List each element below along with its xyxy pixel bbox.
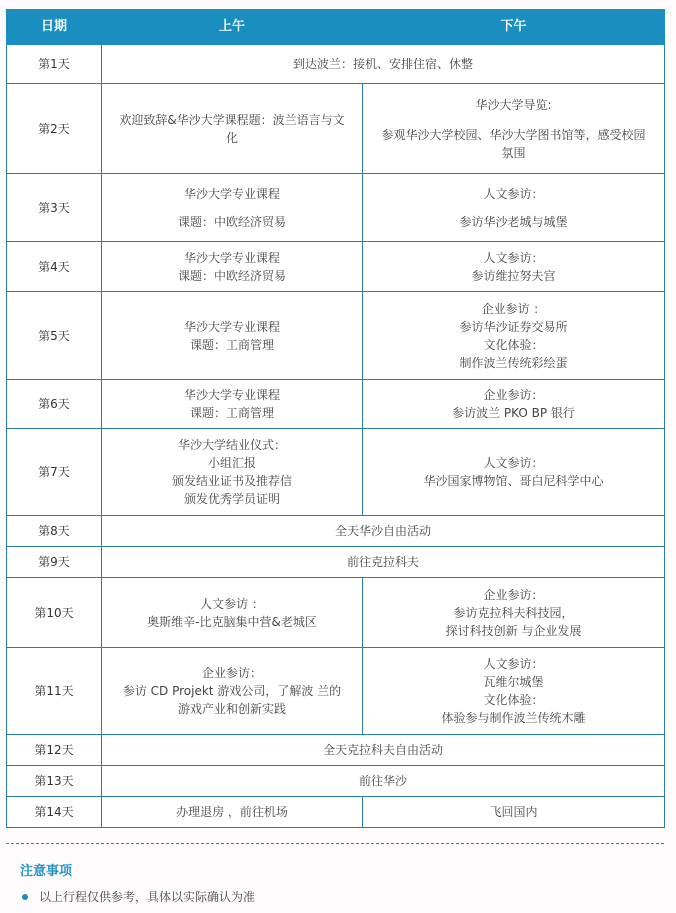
am-activity — [102, 380, 363, 429]
day-label: 第14天 — [7, 797, 102, 828]
day-full-activity: 全天华沙自由活动 — [102, 516, 665, 547]
am-line: 华沙大学专业课程 — [183, 186, 280, 201]
day-full-activity: 全天克拉科夫自由活动 — [102, 735, 665, 766]
pm-line: 探讨科技创新 与企业发展 — [445, 623, 582, 638]
pm-line: 氛围 — [501, 145, 526, 160]
am-activity — [102, 648, 363, 735]
am-line: 华沙大学专业课程 — [183, 319, 280, 334]
pm-line: 参观华沙大学校园、华沙大学图书馆等，感受校园 — [381, 127, 646, 142]
pm-line: 企业参访： — [483, 587, 544, 602]
header-date: 日期 — [7, 10, 102, 45]
am-line: 课题：中欧经济贸易 — [177, 268, 286, 283]
pm-activity — [363, 242, 665, 292]
day-full-activity: 到达波兰：接机、安排住宿、休整 — [102, 45, 665, 84]
note-text: 以上行程仅供参考，具体以实际确认为准 — [39, 890, 256, 904]
day-label: 第8天 — [7, 516, 102, 547]
am-activity — [102, 84, 363, 174]
pm-line: 制作波兰传统彩绘蛋 — [459, 355, 568, 370]
table-row — [7, 735, 665, 766]
am-line: 化 — [225, 130, 238, 145]
pm-line: 企业参访 ： — [481, 301, 546, 316]
pm-line: 人文参访： — [483, 657, 544, 671]
table-row — [7, 242, 665, 292]
pm-line: 参访维拉努夫宫 — [471, 268, 556, 283]
table-row — [7, 292, 665, 380]
pm-line: 瓦维尔城堡 — [483, 675, 544, 689]
day-label: 第13天 — [7, 766, 102, 797]
table-row — [7, 45, 665, 84]
table-row — [7, 84, 665, 174]
notes-title: 注意事项 — [20, 864, 73, 879]
table-row — [7, 578, 665, 648]
am-line: 欢迎致辞&华沙大学课程题：波兰语言与文 — [119, 112, 345, 127]
day-label: 第9天 — [7, 547, 102, 578]
table-row — [7, 648, 665, 735]
am-line: 课题：中欧经济贸易 — [177, 214, 286, 229]
am-line: 人文参访 ： — [200, 596, 264, 611]
pm-line: 参访华沙证券交易所 — [459, 319, 568, 334]
am-line: 课题：工商管理 — [189, 406, 274, 420]
am-activity — [102, 797, 363, 828]
table-header-row — [7, 10, 665, 45]
section-divider — [6, 843, 664, 844]
am-line: 颁发优秀学员证明 — [183, 492, 280, 506]
pm-line: 华沙大学导览: — [475, 97, 552, 112]
am-line: 企业参访： — [201, 666, 262, 680]
am-line: 办理退房 ，前往机场 — [176, 805, 288, 819]
am-activity — [102, 429, 363, 516]
pm-activity — [363, 84, 665, 174]
table-row — [7, 797, 665, 828]
table-row — [7, 380, 665, 429]
header-pm: 下午 — [363, 10, 665, 45]
am-line: 华沙大学专业课程 — [183, 388, 280, 402]
day-label: 第7天 — [7, 429, 102, 516]
am-activity — [102, 242, 363, 292]
day-label: 第10天 — [7, 578, 102, 648]
pm-activity — [363, 174, 665, 242]
day-label: 第12天 — [7, 735, 102, 766]
day-full-activity: 前往华沙 — [102, 766, 665, 797]
day-label: 第5天 — [7, 292, 102, 380]
am-activity — [102, 292, 363, 380]
day-label: 第2天 — [7, 84, 102, 174]
note-item — [20, 888, 255, 905]
day-label: 第11天 — [7, 648, 102, 735]
pm-line: 参访华沙老城与城堡 — [459, 214, 568, 229]
pm-activity — [363, 648, 665, 735]
am-line: 华沙大学专业课程 — [183, 250, 280, 265]
pm-line: 人文参访： — [483, 250, 544, 265]
am-line: 奥斯维辛-比克脑集中营&老城区 — [147, 614, 317, 629]
am-line: 参访 CD Projekt 游戏公司，了解波 兰的 — [122, 684, 342, 698]
pm-line: 参访波兰 PKO BP 银行 — [452, 406, 575, 420]
am-line: 游戏产业和创新实践 — [177, 702, 286, 716]
header-am: 上午 — [102, 10, 363, 45]
pm-activity — [363, 292, 665, 380]
am-line: 颁发结业证书及推荐信 — [171, 474, 292, 488]
day-label: 第3天 — [7, 174, 102, 242]
pm-line: 华沙国家博物馆、哥白尼科学中心 — [423, 474, 604, 488]
table-row — [7, 174, 665, 242]
am-line: 小组汇报 — [207, 456, 256, 470]
am-line: 课题：工商管理 — [189, 337, 274, 352]
pm-line: 文化体验： — [483, 337, 544, 352]
table-row — [7, 766, 665, 797]
day-label: 第1天 — [7, 45, 102, 84]
pm-activity — [363, 429, 665, 516]
pm-line: 人文参访： — [483, 456, 544, 470]
pm-line: 体验参与制作波兰传统木雕 — [441, 711, 586, 725]
day-label: 第6天 — [7, 380, 102, 429]
pm-activity — [363, 380, 665, 429]
pm-line: 人文参访： — [483, 186, 544, 201]
pm-line: 文化体验： — [483, 693, 544, 707]
pm-line: 企业参访： — [483, 388, 544, 402]
pm-line: 参访克拉科夫科技园， — [453, 605, 574, 620]
pm-activity — [363, 797, 665, 828]
am-line: 华沙大学结业仪式： — [177, 438, 286, 452]
am-activity — [102, 174, 363, 242]
pm-line: 飞回国内 — [489, 805, 538, 819]
table-row — [7, 429, 665, 516]
pm-activity — [363, 578, 665, 648]
am-activity — [102, 578, 363, 648]
bullet-icon — [22, 894, 28, 900]
table-row — [7, 516, 665, 547]
day-label: 第4天 — [7, 242, 102, 292]
itinerary-table — [6, 9, 665, 828]
table-row — [7, 547, 665, 578]
day-full-activity: 前往克拉科夫 — [102, 547, 665, 578]
